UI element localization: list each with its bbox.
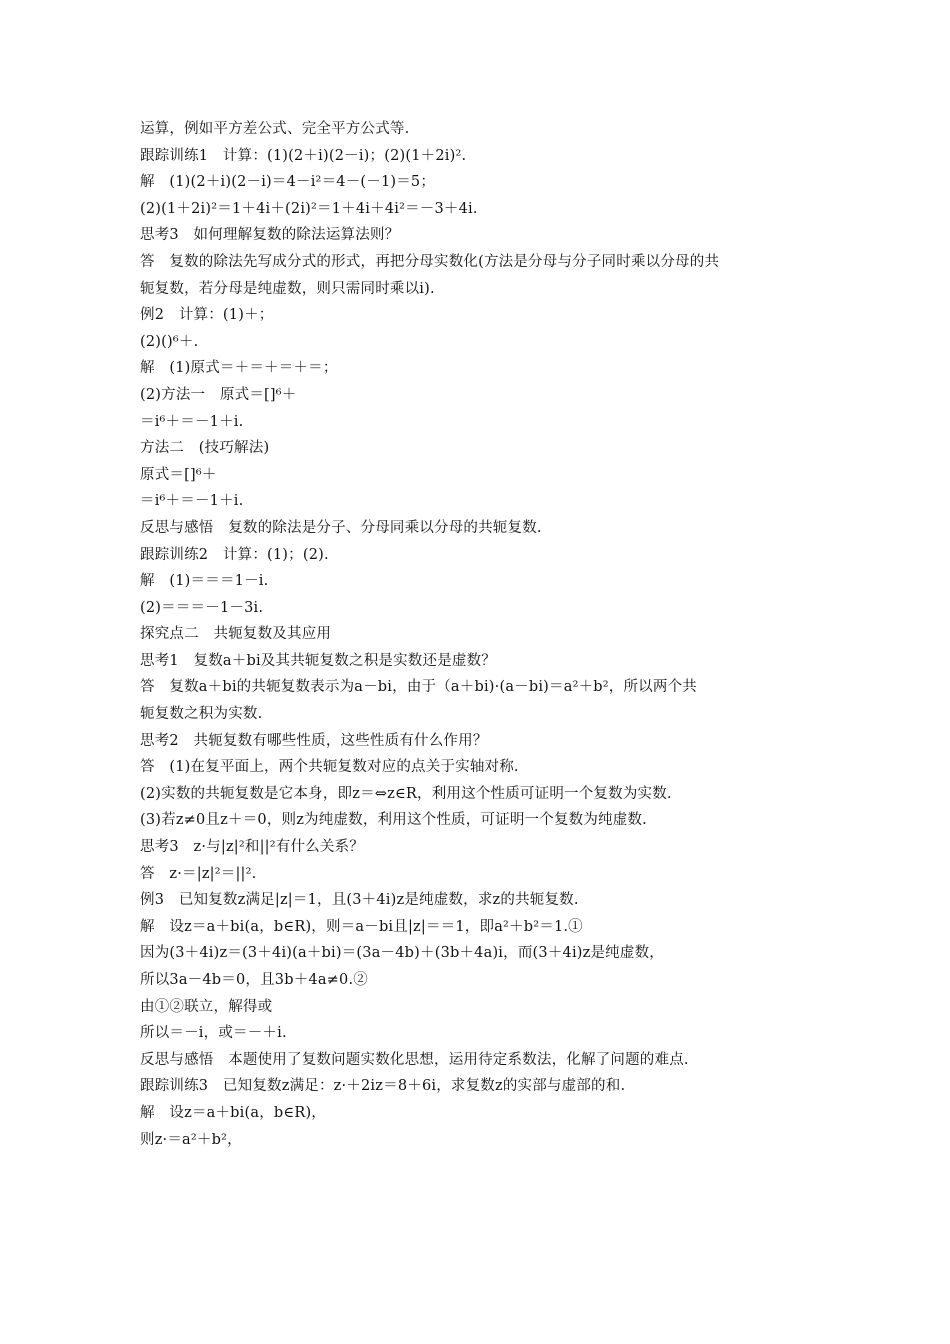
text-line: 思考1 复数a＋bi及其共轭复数之积是实数还是虚数？ [140, 652, 496, 669]
text-line: 思考3 如何理解复数的除法运算法则？ [140, 227, 400, 244]
text-line: (2)＝＝＝－1－3i. [140, 599, 264, 616]
document-body [140, 116, 820, 1153]
text-line: 反思与感悟 复数的除法是分子、分母同乘以分母的共轭复数. [140, 519, 542, 536]
text-line: 跟踪训练2 计算：(1)；(2). [140, 546, 329, 563]
text-line: 答 复数的除法先写成分式的形式，再把分母实数化(方法是分母与分子同时乘以分母的共 [140, 253, 720, 270]
text-line: 原式＝[]⁶＋ [140, 466, 217, 483]
text-line: 解 (1)原式＝＋＝＋＝＋＝； [140, 360, 338, 377]
text-line: 运算，例如平方差公式、完全平方公式等. [140, 121, 410, 137]
text-line: 例2 计算：(1)＋； [140, 307, 274, 324]
text-line: 解 设z＝a＋bi(a，b∈R)，则＝a－bi且|z|＝＝1，即a²＋b²＝1.① [140, 918, 583, 935]
text-line: (2)(1＋2i)²＝1＋4i＋(2i)²＝1＋4i＋4i²＝－3＋4i. [140, 200, 478, 217]
text-line: 轭复数之积为实数. [140, 706, 263, 723]
text-line: 答 (1)在复平面上，两个共轭复数对应的点关于实轴对称. [140, 759, 519, 776]
text-line: 所以3a－4b＝0，且3b＋4a≠0.② [140, 972, 368, 988]
text-line: 跟踪训练3 已知复数z满足：z·＋2iz＝8＋6i，求复数z的实部与虚部的和. [140, 1078, 626, 1095]
text-line: 解 设z＝a＋bi(a，b∈R)， [140, 1104, 326, 1121]
text-line: 思考3 z·与|z|²和||²有什么关系？ [140, 839, 364, 856]
text-line: ＝i⁶＋＝－1＋i. [140, 413, 244, 430]
text-line: ＝i⁶＋＝－1＋i. [140, 493, 244, 510]
text-line: (2)()⁶＋. [140, 333, 199, 350]
text-line: 例3 已知复数z满足|z|＝1，且(3＋4i)z是纯虚数，求z的共轭复数. [140, 892, 579, 909]
text-line: 解 (1)(2＋i)(2－i)＝4－i²＝4－(－1)＝5； [140, 174, 436, 191]
text-line: 因为(3＋4i)z＝(3＋4i)(a＋bi)＝(3a－4b)＋(3b＋4a)i，而(3＋4i)z是纯虚数， [140, 945, 664, 962]
text-line: 反思与感悟 本题使用了复数问题实数化思想，运用待定系数法，化解了问题的难点. [140, 1051, 689, 1068]
text-line: 跟踪训练1 计算：(1)(2＋i)(2－i)；(2)(1＋2i)². [140, 147, 467, 164]
text-line: 由①②联立，解得或 [140, 998, 273, 1015]
text-line: 轭复数，若分母是纯虚数，则只需同时乘以i). [140, 280, 435, 297]
text-line: 解 (1)＝＝＝1－i. [140, 573, 269, 590]
text-line: (2)实数的共轭复数是它本身，即z＝⇔z∈R，利用这个性质可证明一个复数为实数. [140, 785, 672, 802]
text-line: 则z·＝a²＋b²， [140, 1131, 242, 1148]
text-line: 答 z·＝|z|²＝||². [140, 865, 257, 882]
text-line: 所以＝－i，或＝－＋i. [140, 1025, 287, 1042]
section-heading: 探究点二 共轭复数及其应用 [140, 626, 332, 643]
text-line: (3)若z≠0且z＋＝0，则z为纯虚数，利用这个性质，可证明一个复数为纯虚数. [140, 812, 647, 829]
text-line: 答 复数a＋bi的共轭复数表示为a－bi，由于（a＋bi)·(a－bi)＝a²＋b²，所以两个共 [140, 679, 697, 696]
text-line: 方法二 (技巧解法) [140, 440, 270, 457]
text-line: (2)方法一 原式＝[]⁶＋ [140, 386, 297, 403]
text-line: 思考2 共轭复数有哪些性质，这些性质有什么作用？ [140, 732, 488, 749]
